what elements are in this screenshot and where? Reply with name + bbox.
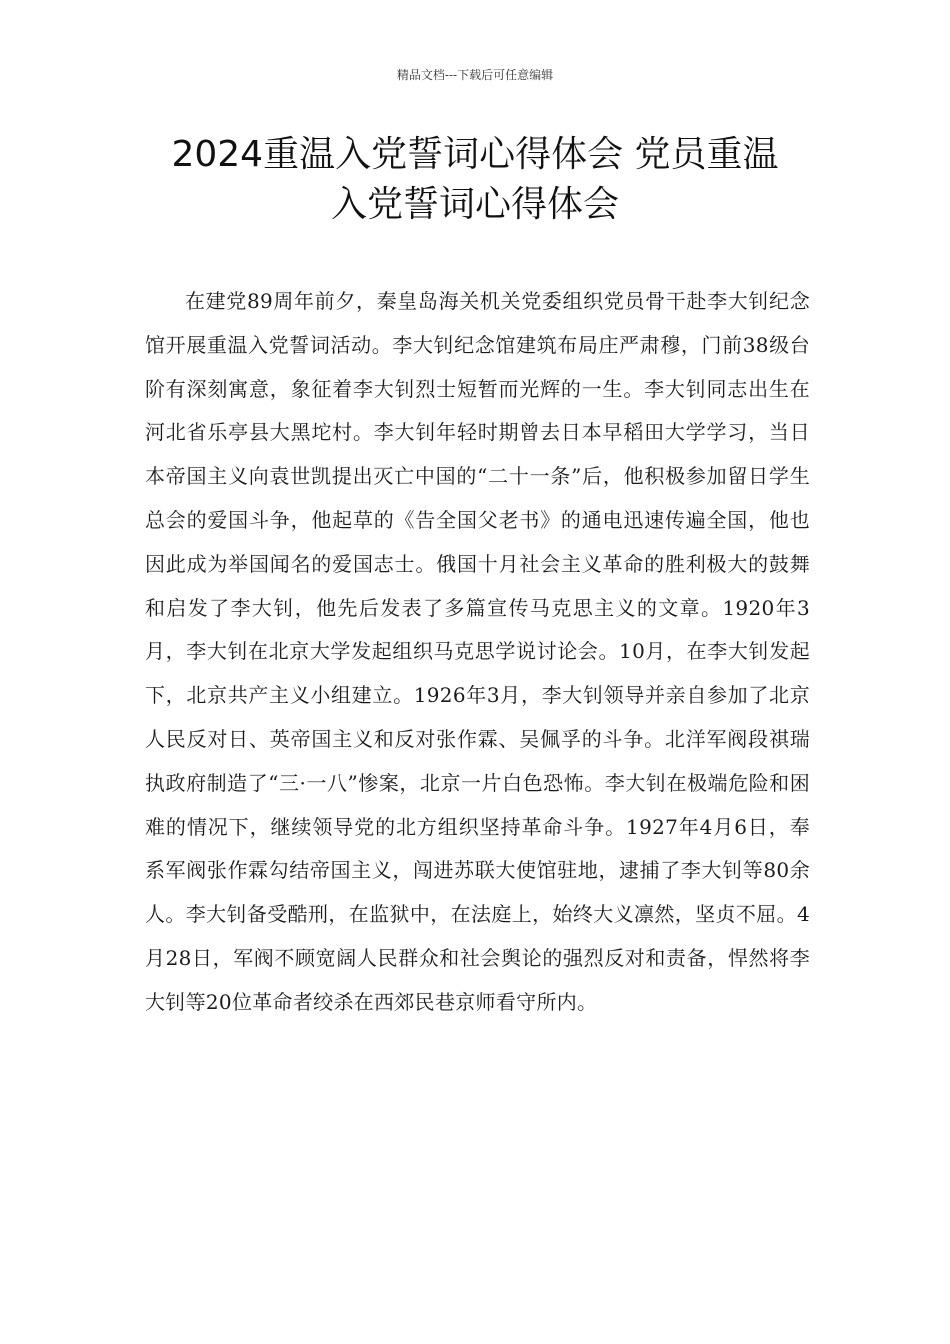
title-line-1: 2024重温入党誓词心得体会 党员重温 xyxy=(171,134,779,175)
header-note: 精品文档---下载后可任意编辑 xyxy=(396,68,554,82)
document-title xyxy=(120,130,830,230)
body-paragraph: 在建党89周年前夕，秦皇岛海关机关党委组织党员骨干赴李大钊纪念馆开展重温入党誓词活动。李大钊纪念馆建筑布局庄严肃穆，门前38级台阶有深刻寓意，象征着李大钊烈士短暂而光辉的一生。李大钊同志出生在河北省乐亭县大黑坨村。李大钊年轻时期曾去日本早稻田大学学习，当日本帝国主义向袁世凯提出灭亡中国的“二十一条”后，他积极参加留日学生总会的爱国斗争，他起草的《告全国父老书》的通电迅速传遍全国，他也因此成为举国闻名的爱国志士。俄国十月社会主义革命的胜利极大的鼓舞和启发了李大钊，他先后发表了多篇宣传马克思主义的文章。1920年3月，李大钊在北京大学发起组织马克思学说讨论会。10月，在李大钊发起下，北京共产主义小组建立。1926年3月，李大钊领导并亲自参加了北京人民反对日、英帝国主义和反对张作霖、吴佩孚的斗争。北洋军阀段祺瑞执政府制造了“三·一八”惨案，北京一片白色恐怖。李大钊在极端危险和困难的情况下，继续领导党的北方组织坚持革命斗争。1927年4月6日，奉系军阀张作霖勾结帝国主义，闯进苏联大使馆驻地，逮捕了李大钊等80余人。李大钊备受酷刑，在监狱中，在法庭上，始终大义凛然，坚贞不屈。4月28日，军阀不顾宽阔人民群众和社会舆论的强烈反对和责备，悍然将李大钊等20位革命者绞杀在西郊民巷京师看守所内。 xyxy=(145,289,810,1014)
title-line-2: 入党誓词心得体会 xyxy=(330,184,619,225)
